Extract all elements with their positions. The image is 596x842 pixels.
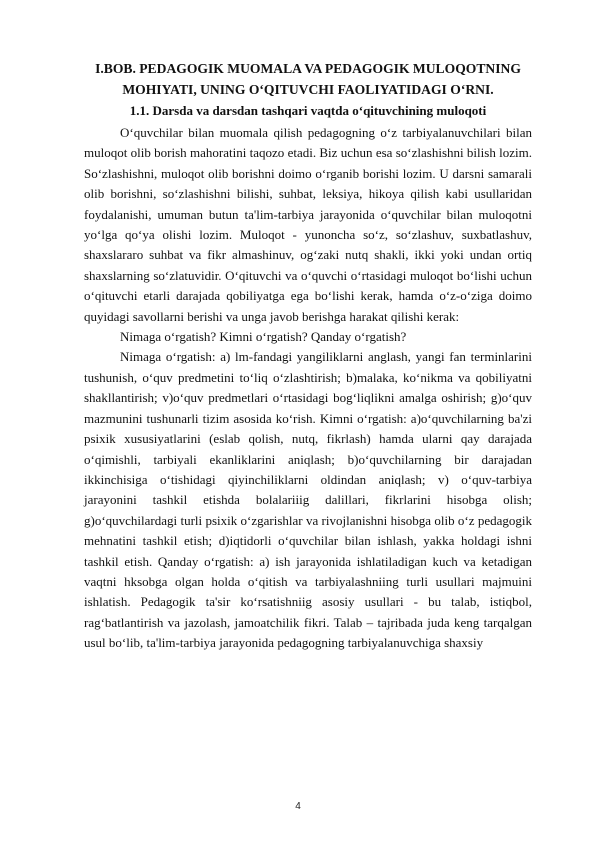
document-body	[84, 58, 532, 654]
section-title: 1.1. Darsda va darsdan tashqari vaqtda o‘qituvchining muloqoti	[129, 103, 487, 118]
page-number: 4	[295, 801, 301, 812]
paragraph-1: O‘quvchilar bilan muomala qilish pedagogning o‘z tarbiyalanuvchilari bilan muloqot olib borish mahoratini taqozo etadi. Biz uchun esa so‘zlashishni bilish lozim. So‘zlashishni, muloqot olib borishni doimo o‘rganib borishi lozim. U darsni samarali olib borishni, so‘zlashishni bilishi, suhbat, leksiya, hikoya qilish kabi usullaridan foydalanishi, umuman butun ta'lim-tarbiya jarayonida o‘quvchilar bilan muloqotni yo‘lga qo‘ya olishi lozim. Muloqot - yunoncha so‘z, so‘zlashuv, suxbatlashuv, shaxslararo suhbat va fikr almashinuv, og‘zaki nutq shakli, ikki yoki undan ortiq shaxslarning so‘zlatuvidir. O‘qituvchi va o‘quvchi o‘rtasidagi muloqot bo‘lishi uchun o‘qituvchi etarli darajada qobiliyatga ega bo‘lishi kerak, hamda o‘z-o‘ziga doimo quyidagi savollarni berishi va unga javob berishga harakat qilishi kerak:	[84, 125, 532, 324]
chapter-title: I.BOB. PEDAGOGIK MUOMALA VA PEDAGOGIK MULOQOTNING MOHIYATI, UNING O‘QITUVCHI FAOLIYATIDAGI O‘RNI.	[95, 61, 521, 97]
paragraph-3: Nimaga o‘rgatish: a) lm-fandagi yangiliklarni anglash, yangi fan terminlarini tushunish, o‘quv predmetini to‘liq o‘zlashtirish; b)malaka, ko‘nikma va qobiliyatni shakllantirish; v)o‘quv predmetlari o‘rtasidagi bog‘liqlikni amalga oshirish; g)o‘quv mazmunini tushunarli tizim asosida ko‘rish. Kimni o‘rgatish: a)o‘quvchilarning ba'zi psixik xususiyatlarini (eslab qolish, nutq, fikrlash) hamda ularni qay darajada o‘qimishli, tarbiyali ekanliklarini aniqlash; b)o‘quvchilarning bir darajadan ikkinchisiga o‘tishidagi qiyinchiliklarni oldindan aniqlash; v) o‘quv-tarbiya jarayonini tashkil etishda bolalariiig dalillari, fikrlarini hisobga olish; g)o‘quvchilardagi turli psixik o‘zgarishlar va rivojlanishni hisobga olib o‘z pedagogik mehnatini tashkil etish; d)iqtidorli o‘quvchilar bilan ishlash, yakka holdagi ishni tashkil etish. Qanday o‘rgatish: a) ish jarayonida ishlatiladigan kuch va ketadigan vaqtni hksobga olgan holda o‘qitish va tarbiyalashniing turli usullari majmuini ishlatish. Pedagogik ta'sir ko‘rsatishniig asosiy usullari - bu talab, istiqbol, rag‘batlantirish va jazolash, jamoatchilik fikri. Talab – tajribada juda keng tarqalgan usul bo‘lib, ta'lim-tarbiya jarayonida pedagogning tarbiyalanuvchiga shaxsiy	[84, 349, 532, 651]
paragraph-2: Nimaga o‘rgatish? Kimni o‘rgatish? Qanday o‘rgatish?	[120, 329, 407, 345]
